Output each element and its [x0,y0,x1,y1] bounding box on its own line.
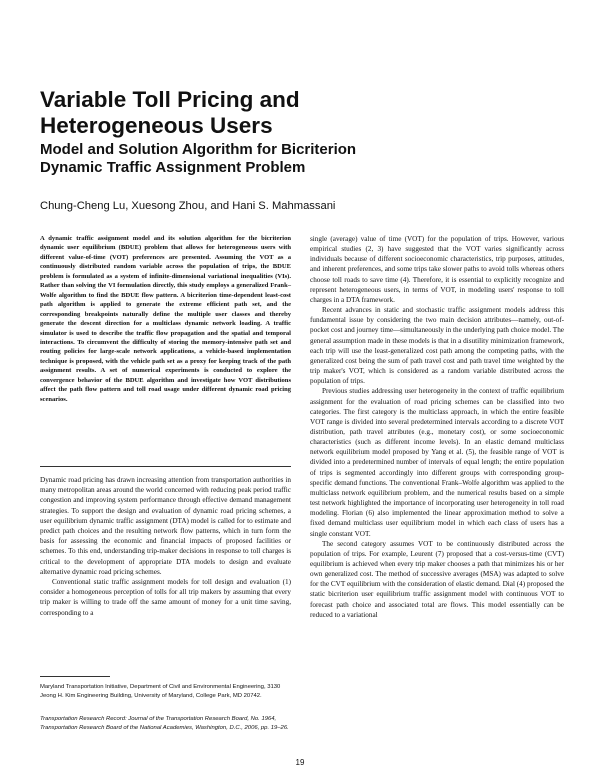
body-paragraph: The second category assumes VOT to be continuously distributed across the population of trips. For example, Leurent (7) proposed that a cost-versus-time (CVT) equilibrium is achieved when every trip maker chooses a path that minimizes his or her own generalized cost. The method of successive averages (MSA) was adapted to solve for the CVT equilibrium with the consideration of elastic demand. Dial (4) proposed the static bicriterion user equilibrium traffic assignment model with continuous VOT to forecast path choice and associated total are flows. This model essentially can be reduced to a variational [310,539,564,619]
body-paragraph: single (average) value of time (VOT) for the population of trips. However, various empirical studies (2, 3) have suggested that the VOT varies significantly across individuals because of different socioeconomic characteristics, trip purposes, attitudes, and inherent preferences, and some trips take slower paths to avoid tolls whereas others choose toll roads to save time (4). Therefore, it is essential to explicitly recognize and represent heterogeneous users, in terms of VOT, in modeling users' response to toll charges in a DTA framework. [310,235,564,304]
right-column-body [310,234,564,620]
body-paragraph: Conventional static traffic assignment models for toll design and evaluation (1) consider a homogeneous perception of tolls for all trip makers by assuming that every trip maker is willing to trade off the same amount of money for a unit time saving, corresponding to a [40,578,291,617]
subtitle-line-2: Dynamic Traffic Assignment Problem [40,159,306,176]
page-number: 19 [295,758,305,767]
left-column-body [40,475,291,618]
title-line-2: Heterogeneous Users [40,113,273,138]
body-paragraph: Dynamic road pricing has drawn increasing attention from transportation authorities in many metropolitan areas around the world concerned with reducing peak period traffic congestion and improving system performance through effective demand management strategies. To support the design and evaluation of dynamic road pricing schemes, a user equilibrium dynamic traffic assignment (DTA) model is called for to estimate and predict path choices and the resulting network flow patterns, which in turn form the basis for assessing the economic and financial impacts of proposed facilities or schemes. To this end, understanding trip-maker decisions in response to toll charges is critical to the development of appropriate DTA models to design and evaluate alternative dynamic road pricing schemes. [40,476,291,576]
abstract-divider [40,466,291,467]
paper-subtitle [40,141,356,177]
abstract: A dynamic traffic assignment model and its solution algorithm for the bicriterion dynamic user equilibrium (BDUE) problem that allows for heterogeneous users with different value-of-time (VOT) preferences are presented. Assuming the VOT as a continuously distributed random variable across the population of trips, the BDUE problem is formulated as a system of infinite-dimensional variational inequalities (VIs). Rather than solving the VI formulation directly, this study employs a generalized Frank–Wolfe algorithm to find the BDUE flow pattern. A bicriterion time-dependent least-cost path algorithm is applied to generate the extreme efficient path set, and the corresponding breakpoints naturally define the multiple user classes and thereby generate the descent direction for a multiclass dynamic network loading. A traffic simulator is used to describe the traffic flow propagation and the spatial and temporal interactions. To circumvent the difficulty of storing the memory-intensive path set and routing policies for large-scale network applications, a vehicle-based implementation technique is proposed, with the vehicle path set as a proxy for keeping track of the path assignment results. A set of numerical experiments is conducted to explore the convergence behavior of the BDUE algorithm and investigate how VOT distributions affect the path flow pattern and toll road usage under different dynamic road pricing scenarios. [40,235,291,403]
subtitle-line-1: Model and Solution Algorithm for Bicriterion [40,141,357,158]
body-paragraph: Recent advances in static and stochastic traffic assignment models address this fundamental issue by considering the two main decision attributes—namely, out-of-pocket cost and journey time—simultaneously in the underlying path choice model. The general assumption made in these models is that in a disutility minimization framework, each trip will use the least-generalized cost path among the competing paths, with the generalized cost being the sum of path travel cost and path travel time weighted by the trip maker's VOT, which is considered as a random variable distributed across the population of trips. [310,306,564,386]
journal-citation [40,715,296,732]
paper-title [40,87,300,139]
body-paragraph: Previous studies addressing user heterogeneity in the context of traffic equilibrium assignment for the evaluation of road pricing schemes can be classified into two categories. The first category is the multiclass approach, in which the entire feasible VOT range is divided into several predetermined intervals according to a discrete VOT distribution, path travel attributes (e.g., monetary cost), or some socioeconomic characteristics (such as different income levels). In an elastic demand multiclass network equilibrium model proposed by Yang et al. (5), the feasible range of VOT is divided into a predetermined number of intervals of equal length; the entire population of trips is segmented accordingly into different groups with corresponding group-specific demand functions. The conventional Frank–Wolfe algorithm was applied to the multiclass network equilibrium problem, and the numerical results based on a simple test network highlighted the importance of incorporating user heterogeneity in toll road modeling. Florian (6) also implemented the linear approximation method to solve a fixed demand multiclass user equilibrium model in which each class of users has a single constant VOT. [310,387,564,538]
title-line-1: Variable Toll Pricing and [40,87,300,112]
footnote-divider [40,676,110,677]
author-affiliation: Maryland Transportation Initiative, Department of Civil and Environmental Engineering, 3130 Jeong H. Kim Engineering Building, University of Maryland, College Park, MD 20742. [40,684,281,699]
author-list: Chung-Cheng Lu, Xuesong Zhou, and Hani S. Mahmassani [40,200,336,212]
journal-citation-text: Transportation Research Record: Journal of the Transportation Research Board, No. 1964, Transportation Research Board of the National Academies, Washington, D.C., 2006, pp. 19–26. [40,716,289,731]
